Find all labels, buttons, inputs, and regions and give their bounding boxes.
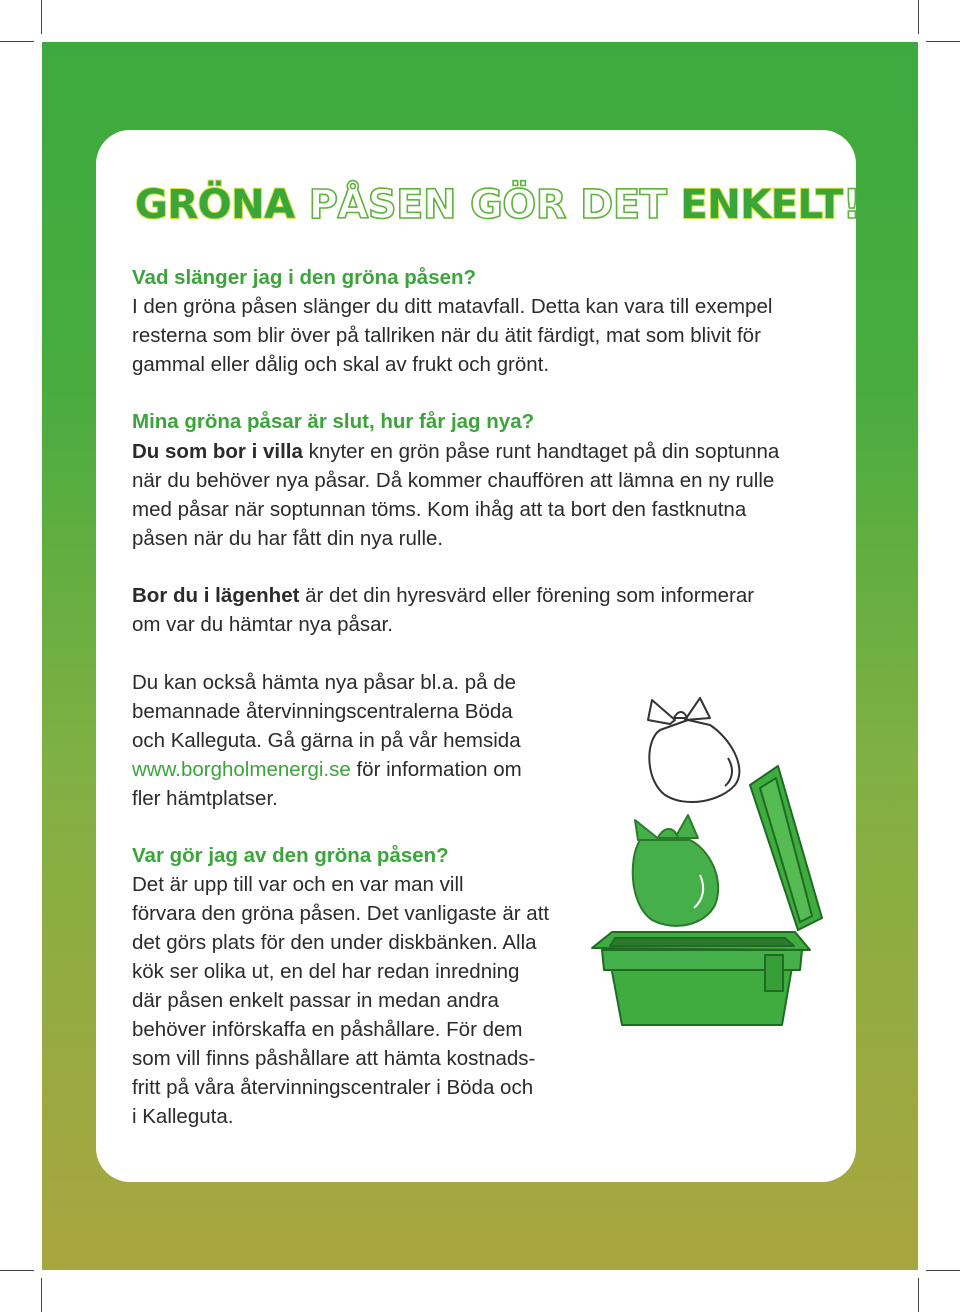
headline-exclamation: ! xyxy=(842,182,861,228)
body-text: och Kalleguta. Gå gärna in på vår hemsida xyxy=(132,729,521,752)
body-text: som vill finns påshållare att hämta kostnads- xyxy=(132,1047,536,1070)
body-text: förvara den gröna påsen. Det vanligaste är att xyxy=(132,902,550,925)
body-text: i Kalleguta. xyxy=(132,1105,234,1128)
body-text: gammal eller dålig och skal av frukt och grönt. xyxy=(132,353,550,376)
headline-word: GÖR xyxy=(469,182,567,228)
body-text: Du kan också hämta nya påsar bl.a. på de xyxy=(132,671,517,694)
crop-mark xyxy=(0,41,34,42)
crop-mark xyxy=(41,0,42,34)
headline-word: PÅSEN xyxy=(308,182,456,228)
body-text: påsen när du har fått din nya rulle. xyxy=(132,527,444,550)
headline-word: DET xyxy=(580,182,667,228)
body-text: när du behöver nya påsar. Då kommer chauffören att lämna en ny rulle xyxy=(132,469,775,492)
section-heading: Vad slänger jag i den gröna påsen? xyxy=(132,266,477,289)
body-text: om var du hämtar nya påsar. xyxy=(132,613,393,636)
body-text: där påsen enkelt passar in medan andra xyxy=(132,989,499,1012)
crop-mark xyxy=(926,1270,960,1271)
headline xyxy=(135,182,861,242)
bold-phrase: Bor du i lägenhet xyxy=(132,584,300,607)
section-heading: Mina gröna påsar är slut, hur får jag nya? xyxy=(132,410,535,433)
headline-word: GRÖNA xyxy=(135,182,295,228)
crop-mark xyxy=(0,1270,34,1271)
body-text: bemannade återvinningscentralerna Böda xyxy=(132,700,513,723)
green-bag-icon xyxy=(633,815,718,926)
body-text xyxy=(132,755,522,784)
body-text-span: är det din hyresvärd eller förening som informerar xyxy=(299,584,755,607)
body-text: behöver införskaffa en påshållare. För dem xyxy=(132,1018,523,1041)
bin-illustration xyxy=(590,680,850,1030)
body-text xyxy=(132,437,779,466)
section-heading: Var gör jag av den gröna påsen? xyxy=(132,844,449,867)
crop-mark xyxy=(926,41,960,42)
body-text: det görs plats för den under diskbänken. Alla xyxy=(132,931,537,954)
bold-phrase: Du som bor i villa xyxy=(132,440,303,463)
body-text xyxy=(132,581,754,610)
body-text-span: för information om xyxy=(350,758,522,781)
crop-mark xyxy=(918,0,919,34)
body-text: resterna som blir över på tallriken när du ätit färdigt, mat som blivit för xyxy=(132,324,761,347)
body-text: I den gröna påsen slänger du ditt matavfall. Detta kan vara till exempel xyxy=(132,295,773,318)
crop-mark xyxy=(918,1278,919,1312)
headline-word: ENKELT xyxy=(680,182,843,228)
body-text: med påsar när soptunnan töms. Kom ihåg att ta bort den fastknutna xyxy=(132,498,747,521)
body-text: kök ser olika ut, en del har redan inredning xyxy=(132,960,520,983)
body-text: Det är upp till var och en var man vill xyxy=(132,873,464,896)
body-text: fritt på våra återvinningscentraler i Böda och xyxy=(132,1076,534,1099)
website-link[interactable]: www.borgholmenergi.se xyxy=(132,758,351,781)
body-text: fler hämtplatser. xyxy=(132,787,278,810)
body-text-span: knyter en grön påse runt handtaget på din soptunna xyxy=(302,440,780,463)
crop-mark xyxy=(41,1278,42,1312)
white-bag-icon xyxy=(648,698,739,802)
